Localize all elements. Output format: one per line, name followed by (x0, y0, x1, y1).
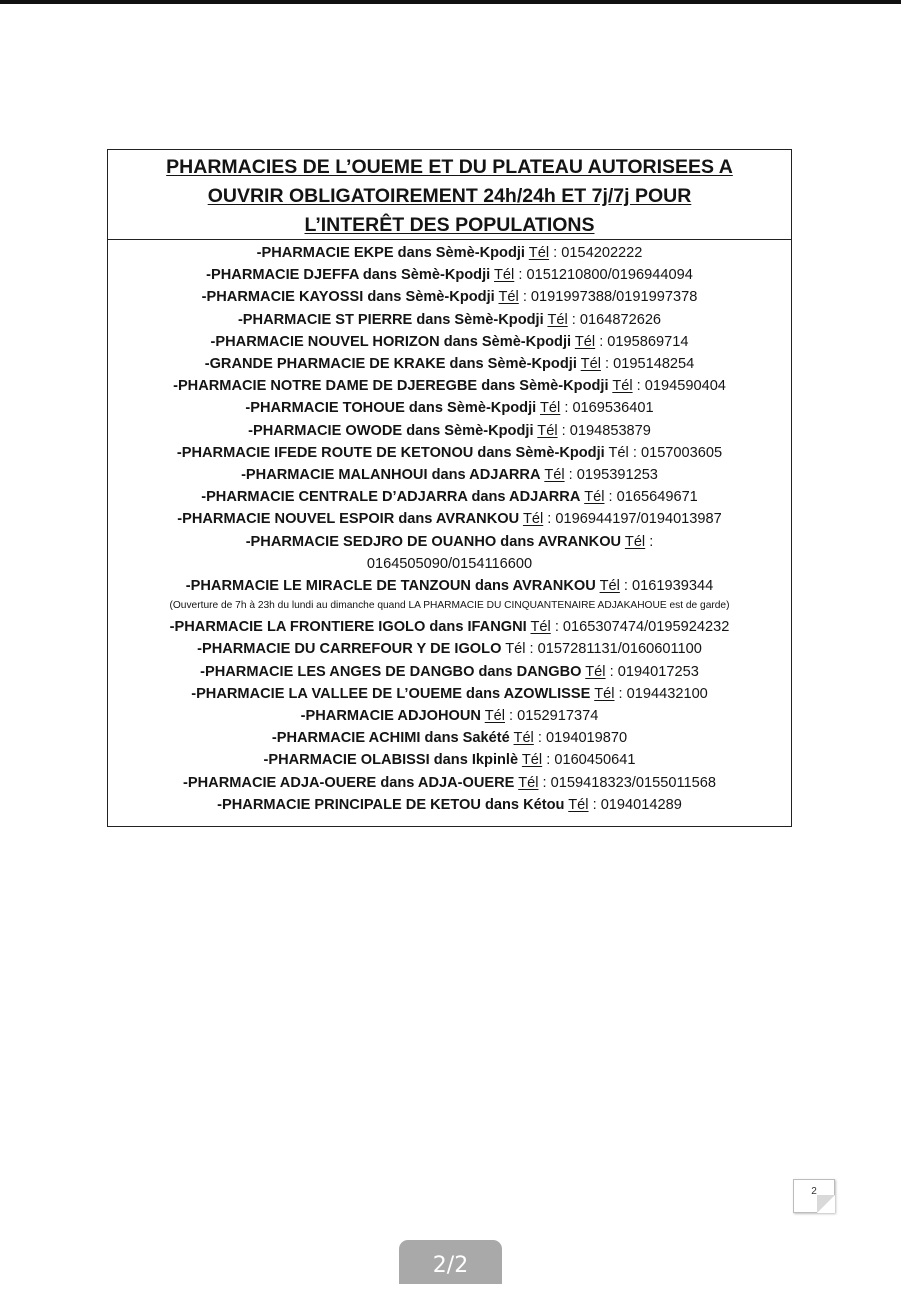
pharmacy-entry (108, 286, 791, 308)
pharmacy-entry (108, 420, 791, 442)
tel-label: Tél (513, 730, 534, 747)
pharmacy-entry (108, 464, 791, 486)
phone-number: : 0165307474/0195924232 (550, 619, 730, 636)
tel-label: Tél (599, 578, 620, 595)
pharmacy-name: -PHARMACIE OWODE dans Sèmè-Kpodji (248, 422, 534, 439)
pharmacy-name: -PHARMACIE OLABISSI dans Ikpinlè (263, 752, 519, 769)
tel-label: Tél (498, 289, 519, 306)
document-title (108, 150, 791, 240)
phone-number: : 0157281131/0160601100 (525, 641, 702, 658)
tel-label: Tél (528, 245, 550, 261)
tel-label: Tél (484, 708, 505, 725)
tel-label: Tél (568, 796, 589, 813)
pharmacy-entry (108, 331, 791, 353)
pharmacy-name: -PHARMACIE ST PIERRE dans Sèmè-Kpodji (237, 311, 544, 328)
pharmacy-name: -PHARMACIE MALANHOUI dans ADJARRA (241, 467, 541, 484)
pharmacy-entry (108, 486, 791, 508)
pharmacy-name: -PHARMACIE DU CARREFOUR Y DE IGOLO (197, 641, 502, 658)
pharmacy-entry (108, 264, 791, 286)
phone-number: : 0195869714 (595, 333, 689, 350)
pharmacy-name: -PHARMACIE LES ANGES DE DANGBO dans DANGBO (200, 663, 582, 680)
phone-number: : 0160450641 (542, 752, 636, 769)
title-line-2: OUVRIR OBLIGATOIREMENT 24h/24h ET 7j/7j POUR (207, 185, 692, 207)
title-line-1: PHARMACIES DE L’OUEME ET DU PLATEAU AUTORISEES A (166, 156, 733, 178)
pharmacy-entry (108, 309, 791, 331)
tel-label: Tél (544, 467, 565, 484)
pharmacy-name: -PHARMACIE SEDJRO DE OUANHO dans AVRANKOU (245, 533, 622, 550)
tel-label: Tél (494, 267, 515, 284)
tel-label: Tél (585, 663, 606, 680)
phone-number: : 0152917374 (505, 708, 599, 725)
tel-label: Tél (624, 533, 646, 550)
tel-label: Tél (547, 311, 568, 328)
pharmacy-entry (108, 794, 791, 816)
tel-label: Tél (530, 619, 551, 636)
tel-label: Tél (505, 641, 526, 658)
tel-label: Tél (612, 378, 633, 395)
pharmacy-name: -PHARMACIE ADJA-OUERE dans ADJA-OUERE (183, 774, 515, 791)
pharmacy-name: -PHARMACIE DJEFFA dans Sèmè-Kpodji (206, 267, 491, 284)
pharmacy-entry (108, 749, 791, 771)
page-thumbnail-icon[interactable] (793, 1179, 835, 1213)
pharmacy-entry (108, 353, 791, 375)
pharmacy-entry (108, 442, 791, 464)
tel-label: Tél (540, 400, 561, 417)
phone-number: : 0151210800/0196944094 (514, 267, 693, 284)
phone-number: : 0165649671 (604, 489, 698, 506)
pharmacy-name: -PHARMACIE IFEDE ROUTE DE KETONOU dans Sèmè-Kpodji (176, 444, 605, 461)
opening-hours-note: (Ouverture de 7h à 23h du lundi au dimanche quand LA PHARMACIE DU CINQUANTENAIRE ADJAKAHOUE est de garde) (169, 600, 730, 612)
tel-label: Tél (594, 685, 615, 702)
phone-number: : 0196944197/0194013987 (543, 511, 722, 528)
tel-label: Tél (584, 489, 605, 506)
phone-number-continued: 0164505090/0154116600 (366, 555, 533, 572)
pharmacy-entry (108, 683, 791, 705)
page-icon-label: 2 (811, 1186, 817, 1197)
phone-number: : 0154202222 (549, 245, 643, 261)
phone-number: : 0194432100 (614, 685, 708, 702)
pharmacy-list (108, 242, 791, 816)
tel-label: Tél (518, 774, 539, 791)
pharmacy-entry (108, 375, 791, 397)
pharmacy-entry (108, 638, 791, 660)
phone-number: : (645, 533, 654, 550)
phone-number: : 0191997388/0191997378 (518, 289, 698, 306)
phone-number: : 0157003605 (628, 444, 723, 461)
phone-number: : 0164872626 (567, 311, 662, 328)
title-line-3: L’INTERÊT DES POPULATIONS (304, 214, 595, 236)
phone-number: : 0194853879 (557, 422, 651, 439)
phone-number: : 0194017253 (605, 663, 699, 680)
phone-number: : 0161939344 (619, 578, 714, 595)
pharmacy-name: -PHARMACIE ACHIMI dans Sakété (271, 730, 510, 747)
pharmacy-name: -PHARMACIE LA VALLEE DE L’OUEME dans AZOWLISSE (191, 685, 591, 702)
tel-label: Tél (580, 356, 601, 373)
tel-label: Tél (537, 422, 558, 439)
phone-number: : 0195148254 (600, 356, 695, 373)
phone-number: : 0169536401 (560, 400, 654, 417)
pharmacy-name: -PHARMACIE TOHOUE dans Sèmè-Kpodji (245, 400, 537, 417)
pharmacy-entry (108, 772, 791, 794)
pharmacy-name: -PHARMACIE CENTRALE D’ADJARRA dans ADJARRA (201, 489, 581, 506)
pharmacy-name: -PHARMACIE LE MIRACLE DE TANZOUN dans AVRANKOU (185, 578, 596, 595)
pharmacy-entry (108, 242, 791, 264)
pharmacy-name: -PHARMACIE EKPE dans Sèmè-Kpodji (256, 245, 525, 261)
pharmacy-entry (108, 508, 791, 530)
top-bar (0, 0, 901, 4)
pharmacy-name: -PHARMACIE NOUVEL ESPOIR dans AVRANKOU (177, 511, 520, 528)
phone-number: : 0194019870 (533, 730, 628, 747)
pharmacy-entry (108, 575, 791, 597)
pharmacy-entry (108, 705, 791, 727)
page-indicator: 2/2 (399, 1240, 502, 1284)
pharmacy-entry (108, 661, 791, 683)
pharmacy-name: -PHARMACIE NOTRE DAME DE DJEREGBE dans Sèmè-Kpodji (173, 378, 609, 395)
tel-label: Tél (574, 333, 596, 350)
pharmacy-list-document (107, 149, 792, 827)
pharmacy-name: -GRANDE PHARMACIE DE KRAKE dans Sèmè-Kpodji (204, 356, 577, 373)
pharmacy-entry (108, 397, 791, 419)
tel-label: Tél (521, 752, 543, 769)
pharmacy-name: -PHARMACIE ADJOHOUN (300, 708, 481, 725)
pharmacy-name: -PHARMACIE KAYOSSI dans Sèmè-Kpodji (201, 289, 495, 306)
phone-number: : 0159418323/0155011568 (538, 774, 716, 791)
tel-label: Tél (522, 511, 544, 528)
tel-label: Tél (608, 444, 629, 461)
phone-number: : 0195391253 (564, 467, 658, 484)
page-fold-icon (817, 1195, 835, 1213)
pharmacy-entry (108, 727, 791, 749)
phone-number: : 0194014289 (588, 796, 682, 813)
pharmacy-name: -PHARMACIE PRINCIPALE DE KETOU dans Kétou (217, 796, 565, 813)
pharmacy-entry (108, 616, 791, 638)
pharmacy-name: -PHARMACIE NOUVEL HORIZON dans Sèmè-Kpodji (210, 333, 572, 350)
phone-number: : 0194590404 (632, 378, 726, 395)
pharmacy-entry (108, 531, 791, 575)
pharmacy-name: -PHARMACIE LA FRONTIERE IGOLO dans IFANGNI (169, 619, 527, 636)
